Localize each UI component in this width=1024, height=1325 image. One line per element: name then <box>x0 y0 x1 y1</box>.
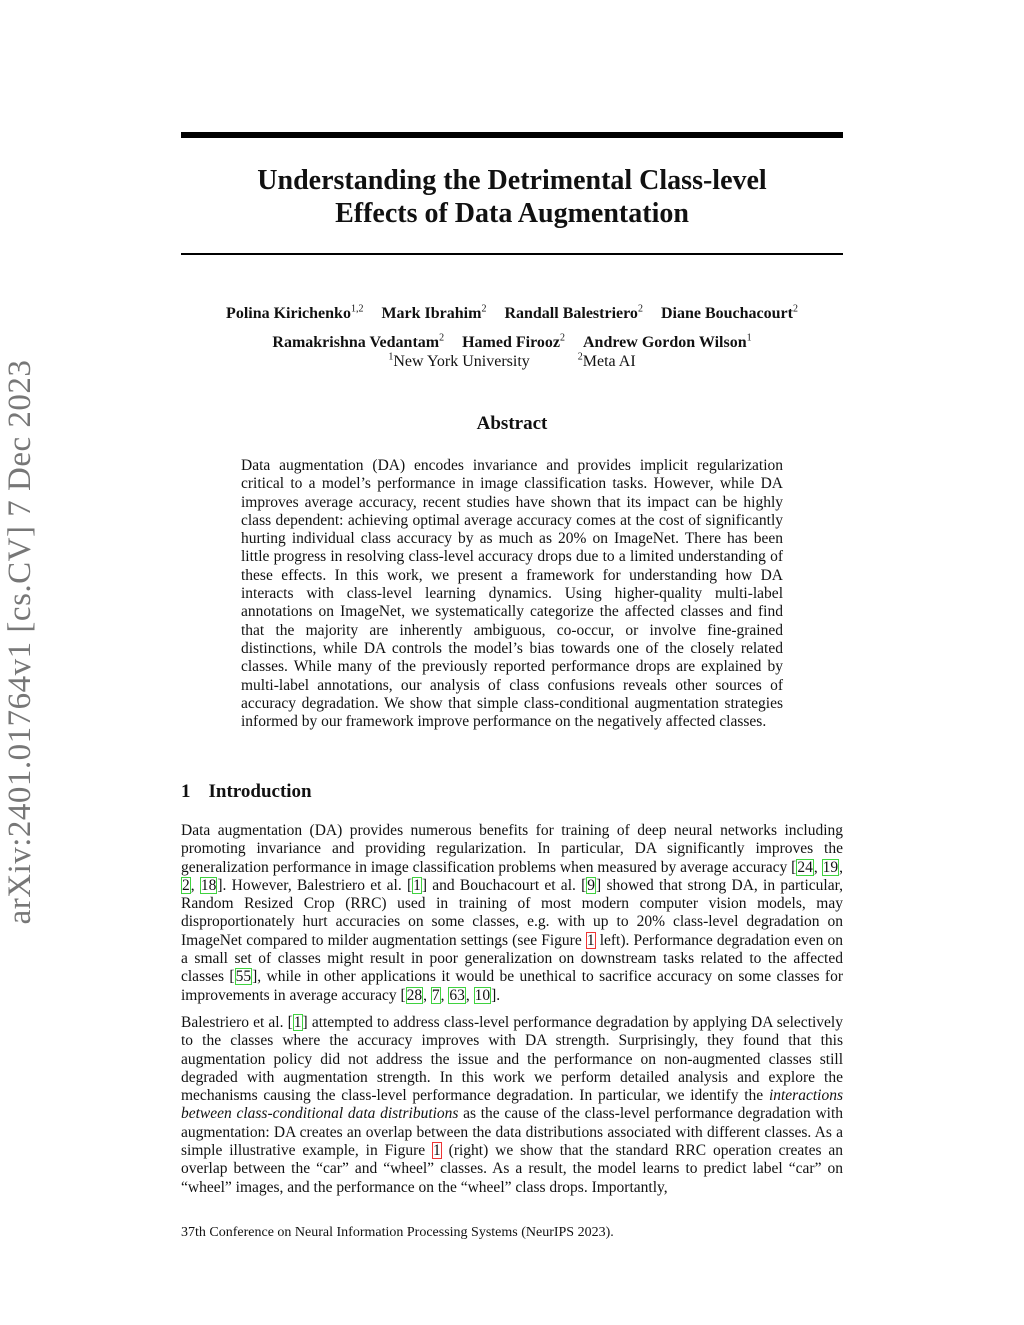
author: Ramakrishna Vedantam$^2$ <box>272 332 445 351</box>
section-title: Introduction <box>208 781 312 802</box>
title-line-2: Effects of Data Augmentation <box>335 198 689 229</box>
conference-footer: 37th Conference on Neural Information Processing Systems (NeurIPS 2023). <box>181 1225 614 1240</box>
author: Andrew Gordon Wilson$^1$ <box>583 332 752 351</box>
author: Diane Bouchacourt$^2$ <box>660 304 798 323</box>
author: Polina Kirichenko$^{1,2}$ <box>226 304 364 323</box>
intro-paragraph-1: Data augmentation (DA) provides numerous benefits for training of deep neural networks including promoting invariance and providing regularization. In particular, DA significantly improves the generalization performance in image classification problems when measured by average accuracy [24, 19, 2, 18]. However, Balestriero et al. [1] and Bouchacourt et al. [9] showed that strong DA, in particular, Random Resized Crop (RRC) used in training of most modern computer vision models, may disproportionately hurt accuracies on some classes, e.g. with up to 20% class-level degradation on ImageNet compared to milder augmentation settings (see Figure 1 left). Performance degradation even on a small set of classes might result in poor generalization on downstream tasks related to the affected classes [55], while in other applications it would be unethical to sacrifice accuracy on some classes for improvements in average accuracy [28, 7, 63, 10]. <box>181 822 844 1004</box>
abstract-heading: Abstract <box>476 413 548 434</box>
paper-title <box>181 164 843 230</box>
citation-link[interactable]: 9 <box>587 876 596 894</box>
citation-link[interactable]: 28 <box>406 986 423 1004</box>
affiliations <box>181 347 843 373</box>
citation-link[interactable]: 18 <box>200 876 217 894</box>
section-number: 1 <box>181 781 191 802</box>
author-line-1 <box>181 298 843 326</box>
citation-link[interactable]: 7 <box>431 986 440 1004</box>
title-top-rule <box>181 132 843 138</box>
arxiv-identifier: arXiv:2401.01764v1 [cs.CV] 7 Dec 2023 <box>2 359 38 925</box>
citation-link[interactable]: 24 <box>797 858 813 876</box>
citation-link[interactable]: 55 <box>235 968 252 986</box>
intro-paragraph-2: Balestriero et al. [1] attempted to address class-level performance degradation by applying DA selectively to the classes where the accuracy improves with DA strength. Surprisingly, they found that this augmentation policy did not address the issue and the performance on non-augmented classes still degraded with augmentation strength. In this work we perform detailed analysis and explore the mechanisms causing the class-level performance degradation. In particular, we identify the interactions between class-conditional data distributions as the cause of the class-level performance degradation with augmentation: DA creates an overlap between the data distributions associated with different classes. As a simple illustrative example, in Figure 1 (right) we show that the standard RRC operation creates an overlap between the “car” and “wheel” classes. As a result, the model learns to predict label “car” on “wheel” images, and the performance on the “wheel” class drops. Importantly, <box>181 1014 844 1196</box>
section-heading <box>181 781 312 803</box>
author: Hamed Firooz$^2$ <box>462 332 565 351</box>
citation-link[interactable]: 63 <box>449 986 465 1004</box>
citation-link[interactable]: 1 <box>293 1014 302 1031</box>
affiliation: $^1$New York University <box>388 352 530 371</box>
citation-link[interactable]: 1 <box>413 876 421 894</box>
citation-link[interactable]: 2 <box>182 876 190 894</box>
citation-link[interactable]: 10 <box>474 986 491 1004</box>
affiliation: $^2$Meta AI <box>577 352 636 371</box>
abstract-text: Data augmentation (DA) encodes invariance and provides implicit regularization critical to a model’s performance in image classification tasks. However, while DA improves average accuracy, recent studies have shown that its impact can be highly class dependent: achieving optimal average accuracy comes at the cost of significantly hurting individual class accuracy by as much as 20% on ImageNet. There has been little progress in resolving class-level accuracy drops due to a limited understanding of these effects. In this work, we present a framework for understanding how DA interacts with class-level learning dynamics. Using higher-quality multi-label annotations on ImageNet, we systematically categorize the affected classes and find that the majority are inherently ambiguous, co-occur, or involve fine-grained distinctions, while DA controls the model’s bias towards one of the closely related classes. While many of the previously reported performance drops are explained by multi-label annotations, our analysis of class confusions reveals other sources of accuracy degradation. We show that simple class-conditional augmentation strategies informed by our framework improve performance on the negatively affected classes. <box>241 457 783 731</box>
citation-link[interactable]: 19 <box>822 858 839 876</box>
figure-ref-link[interactable]: 1 <box>586 931 595 949</box>
author: Randall Balestriero$^2$ <box>504 304 643 323</box>
title-bottom-rule <box>181 253 843 255</box>
figure-ref-link[interactable]: 1 <box>433 1142 441 1160</box>
author: Mark Ibrahim$^2$ <box>381 304 487 323</box>
title-line-1: Understanding the Detrimental Class-level <box>257 165 767 196</box>
